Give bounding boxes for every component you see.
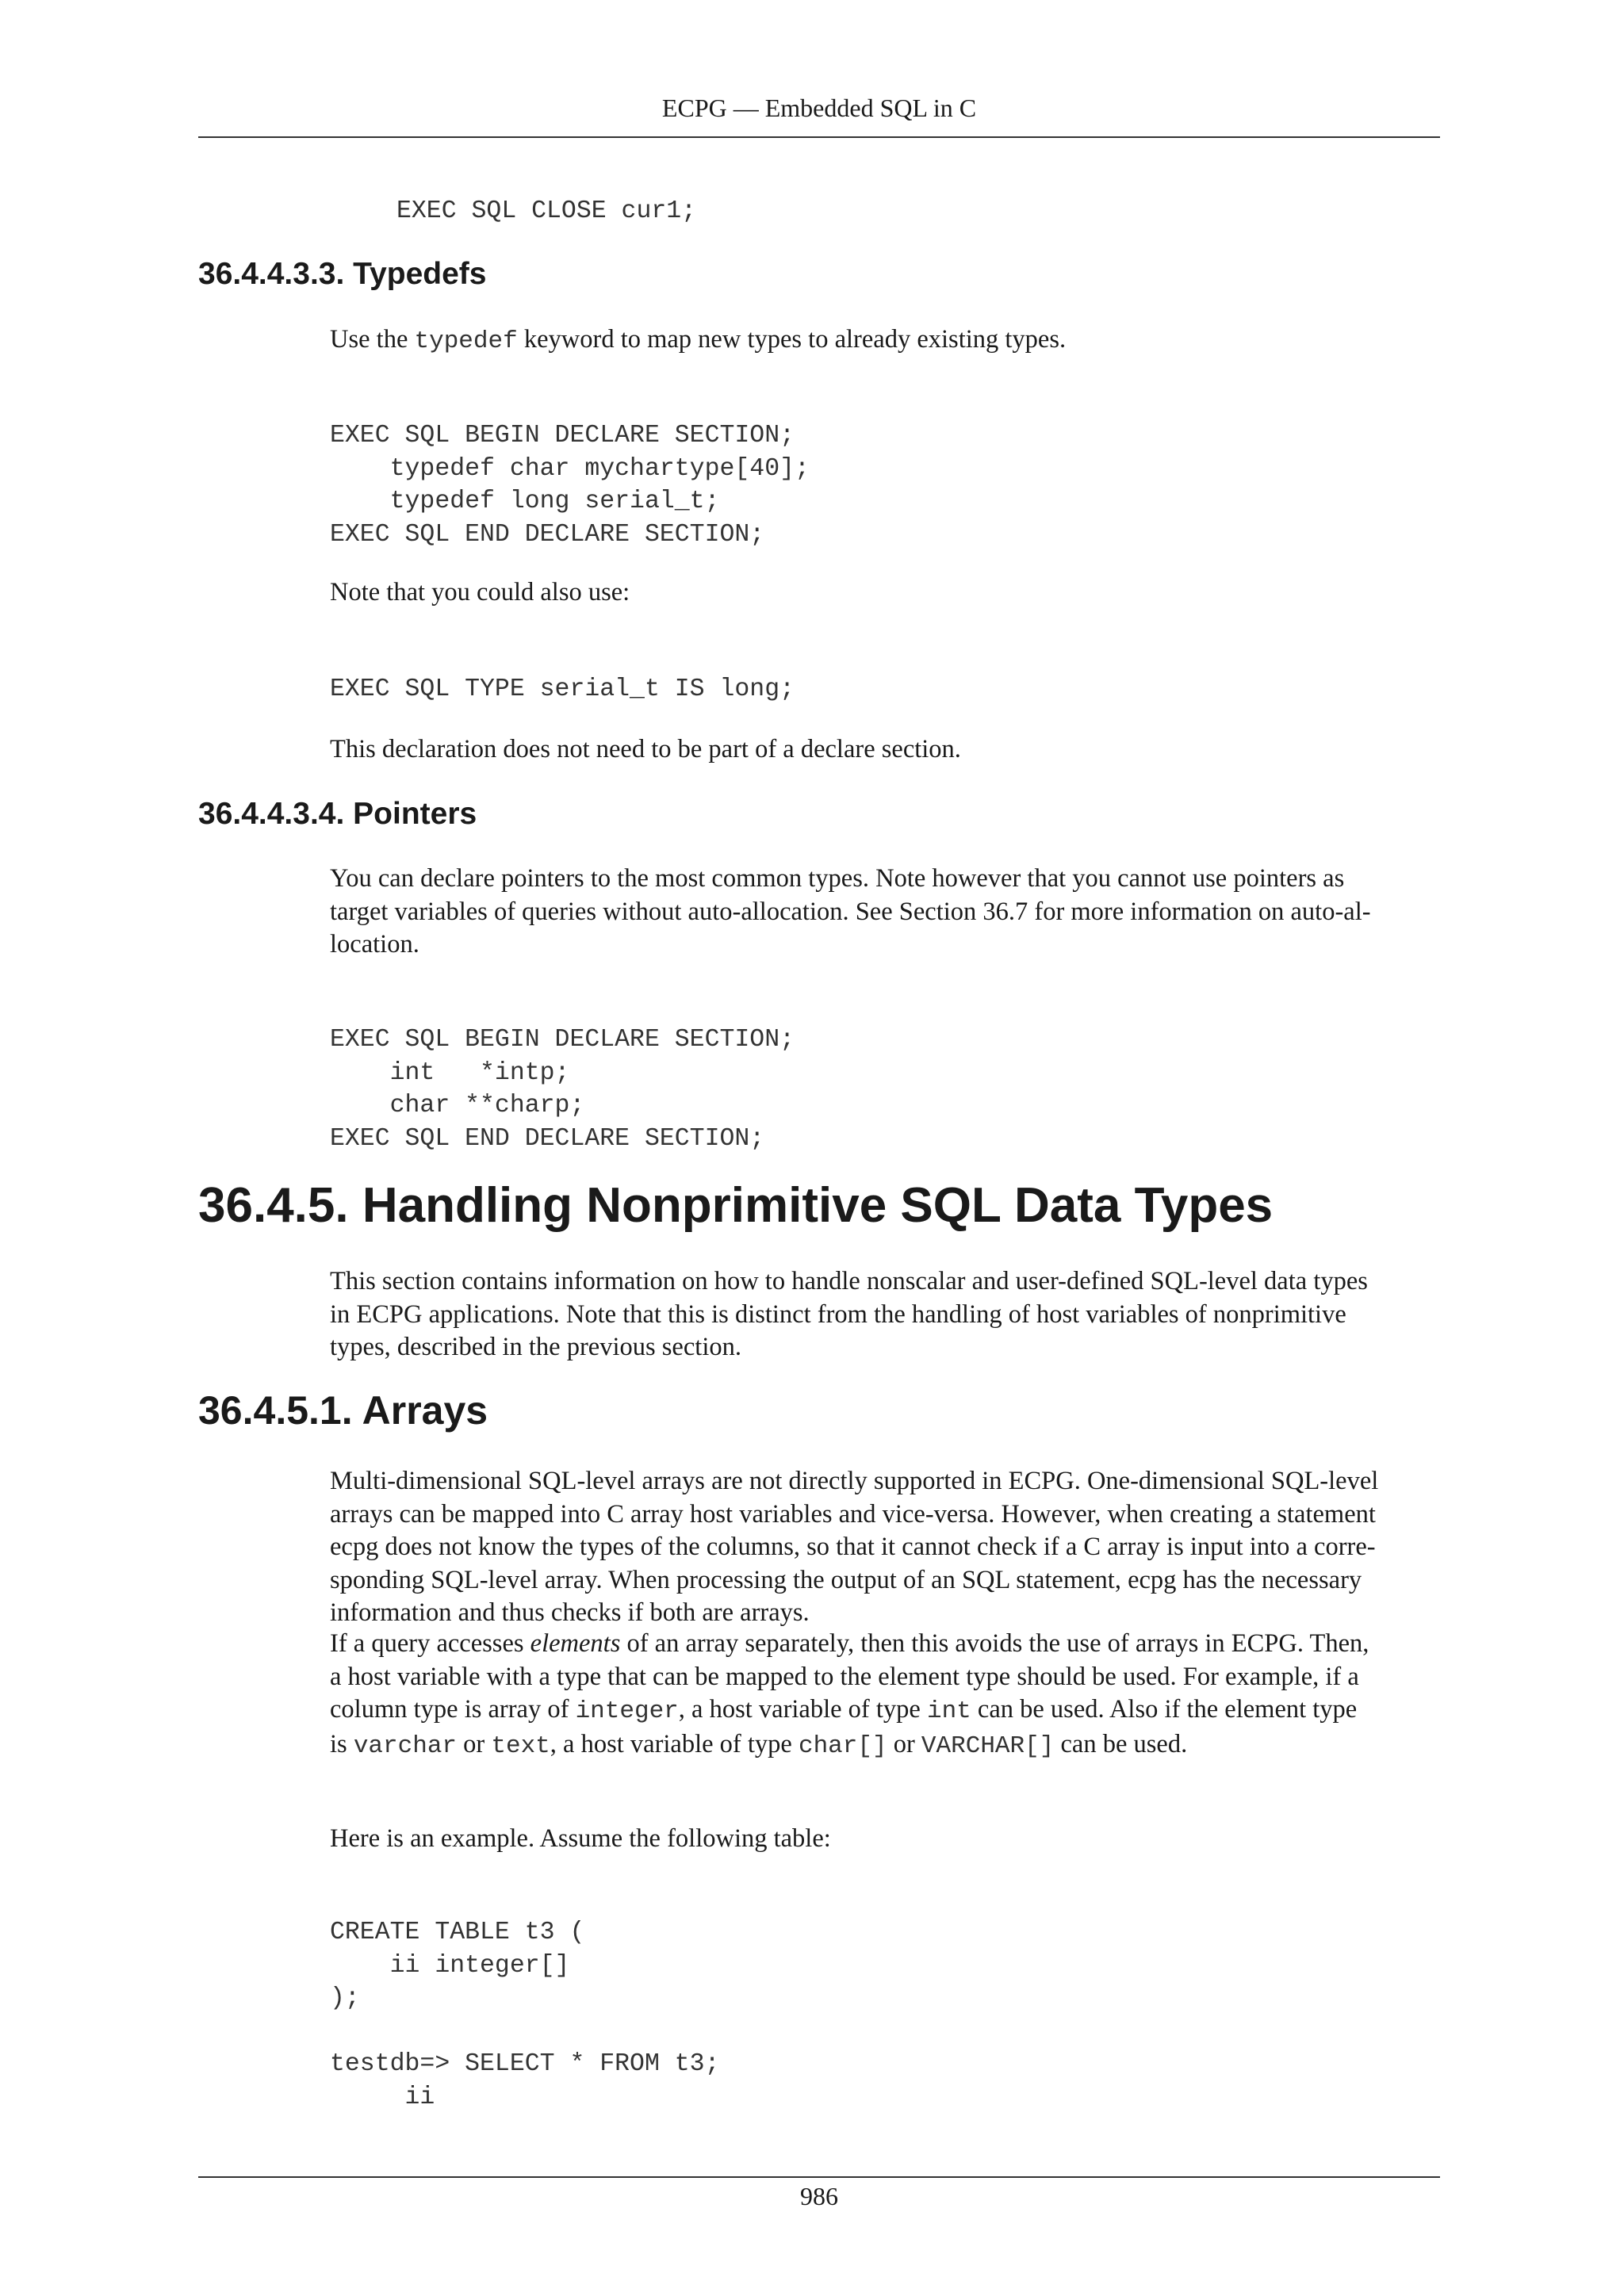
- arrays-paragraph-1: [330, 1465, 1440, 1630]
- nonprimitive-line-1: This section contains information on how to handle nonscalar and user-defined SQL-level data types: [330, 1267, 1368, 1295]
- pointers-line-2: target variables of queries without auto-allocation. See Section 36.7 for more information on auto-al-: [330, 897, 1371, 926]
- code-close-cursor: EXEC SQL CLOSE cur1;: [396, 197, 697, 225]
- footer-rule: [198, 2176, 1440, 2178]
- typedefs-intro-text-a: Use the: [330, 325, 415, 354]
- arrays-p2-text: or: [887, 1729, 921, 1758]
- arrays-p2-text: column type is array of: [330, 1695, 576, 1724]
- arrays-p2-text: is: [330, 1729, 354, 1758]
- arrays-paragraph-2: [330, 1628, 1440, 1762]
- pointers-line-1: You can declare pointers to the most common types. Note however that you cannot use pointers as: [330, 864, 1345, 893]
- heading-typedefs: 36.4.4.3.3. Typedefs: [198, 257, 487, 291]
- typedefs-note: Note that you could also use:: [330, 578, 630, 607]
- arrays-p2-text: of an array separately, then this avoids the use of arrays in ECPG. Then,: [620, 1629, 1369, 1658]
- arrays-p2-emphasis: elements: [530, 1629, 621, 1658]
- arrays-p1-line-4: sponding SQL-level array. When processing the output of an SQL statement, ecpg has the necessary: [330, 1565, 1362, 1594]
- arrays-p2-text: can be used.: [1054, 1729, 1188, 1758]
- pointers-code-block: EXEC SQL BEGIN DECLARE SECTION; int *intp; char **charp; EXEC SQL END DECLARE SECTION;: [330, 1026, 795, 1153]
- arrays-p2-code: int: [926, 1697, 971, 1725]
- typedefs-intro-code: typedef: [414, 327, 518, 355]
- nonprimitive-line-2: in ECPG applications. Note that this is distinct from the handling of host variables of nonprimitive: [330, 1299, 1346, 1329]
- typedefs-code-block: EXEC SQL BEGIN DECLARE SECTION; typedef char mychartype[40]; typedef long serial_t; EXEC SQL END DECLARE SECTION;: [330, 422, 810, 549]
- arrays-p2-text: can be used. Also if the element type: [971, 1695, 1358, 1724]
- arrays-p2-text: , a host variable of type: [550, 1729, 799, 1758]
- arrays-p2-code: integer: [575, 1697, 679, 1725]
- arrays-p1-line-2: arrays can be mapped into C array host variables and vice-versa. However, when creating a statement: [330, 1499, 1376, 1529]
- typedefs-code-type: EXEC SQL TYPE serial_t IS long;: [330, 675, 795, 703]
- heading-nonprimitive: 36.4.5. Handling Nonprimitive SQL Data Types: [198, 1178, 1274, 1233]
- arrays-p2-code: varchar: [353, 1732, 458, 1760]
- page-number: 986: [800, 2182, 838, 2210]
- arrays-p2-text: If a query accesses: [330, 1629, 530, 1658]
- arrays-p2-code: text: [491, 1732, 550, 1760]
- arrays-p2-code: char[]: [798, 1732, 887, 1760]
- arrays-paragraph-3: Here is an example. Assume the following table:: [330, 1824, 831, 1853]
- typedefs-intro: [330, 323, 1440, 358]
- arrays-p2-text: , a host variable of type: [678, 1695, 927, 1724]
- arrays-p1-line-3: ecpg does not know the types of the columns, so that it cannot check if a C array is input into a corre-: [330, 1533, 1376, 1561]
- arrays-p2-text: or: [457, 1729, 492, 1758]
- pointers-text: [330, 863, 1440, 962]
- heading-arrays: 36.4.5.1. Arrays: [198, 1388, 488, 1433]
- heading-pointers: 36.4.4.3.4. Pointers: [198, 797, 477, 831]
- arrays-code-block: CREATE TABLE t3 ( ii integer[] ); testdb=> SELECT * FROM t3; ii: [330, 1919, 720, 2111]
- arrays-p2-code: VARCHAR[]: [921, 1732, 1055, 1760]
- pointers-line-3: location.: [330, 930, 419, 959]
- nonprimitive-text: [330, 1265, 1440, 1364]
- arrays-p1-line-1: Multi-dimensional SQL-level arrays are not directly supported in ECPG. One-dimensional SQL-level: [330, 1467, 1379, 1495]
- running-header: ECPG — Embedded SQL in C: [661, 94, 977, 122]
- arrays-p2-text: a host variable with a type that can be mapped to the element type should be used. For example, if a: [330, 1662, 1359, 1691]
- arrays-p1-line-5: information and thus checks if both are arrays.: [330, 1598, 810, 1627]
- header-rule: [198, 136, 1440, 138]
- nonprimitive-line-3: types, described in the previous section.: [330, 1333, 741, 1361]
- typedefs-after: This declaration does not need to be part of a declare section.: [330, 735, 961, 763]
- typedefs-intro-text-b: keyword to map new types to already existing types.: [517, 325, 1067, 354]
